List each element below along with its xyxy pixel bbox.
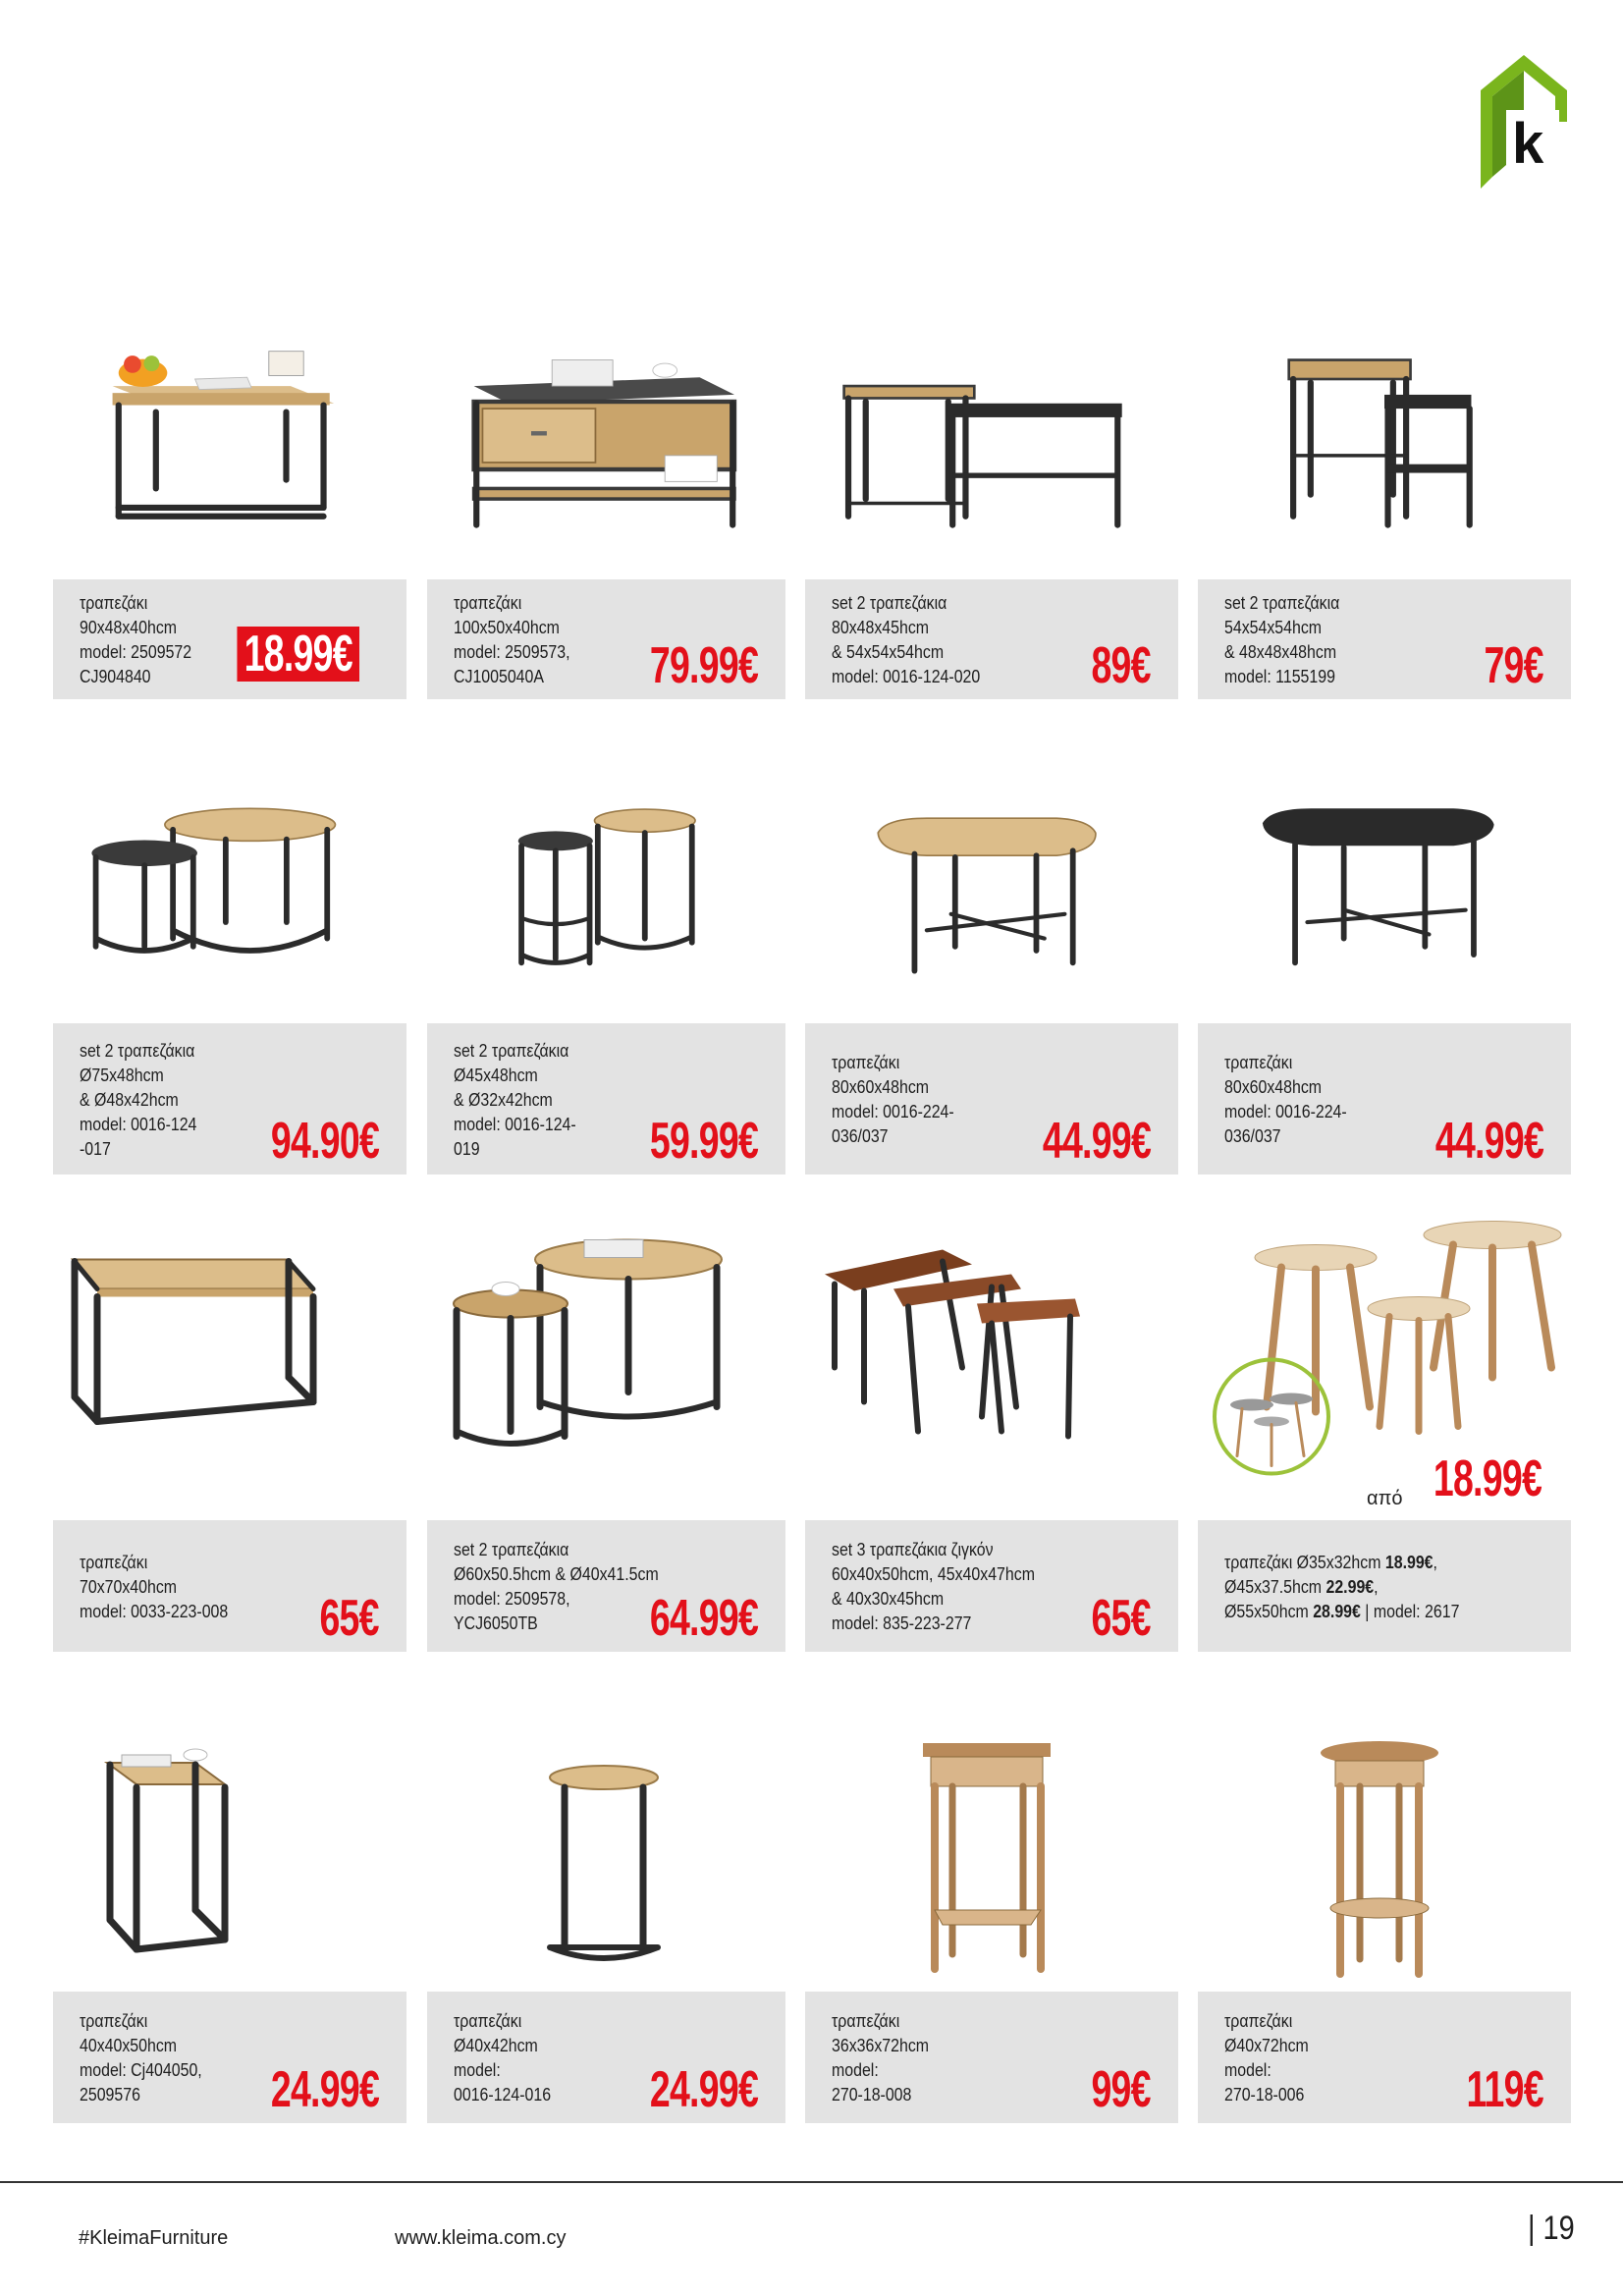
description-line: set 2 τραπεζάκια <box>80 1039 195 1061</box>
description-line: model: 0016-224- <box>832 1101 954 1121</box>
product-image <box>427 1733 785 1989</box>
product-info-box <box>805 579 1178 699</box>
description-line: & Ø48x42hcm <box>80 1088 179 1110</box>
product-image <box>1198 800 1571 1011</box>
description-line: τραπεζάκι <box>80 592 148 613</box>
description-line: 0016-124-016 <box>454 2084 552 2105</box>
product-description <box>454 590 570 688</box>
product-info-box <box>427 1992 785 2123</box>
description-line: model: 2509573, <box>454 641 570 662</box>
price-tag: 18.99€ <box>1433 1450 1542 1507</box>
description-line: model: 0016-124-020 <box>832 666 981 686</box>
description-line: & 54x54x54hcm <box>832 641 945 662</box>
product-description <box>1224 2008 1309 2106</box>
variant-price: 28.99€ <box>1313 1600 1361 1621</box>
product-info-box <box>427 1023 785 1175</box>
price-tag: 24.99€ <box>649 2061 758 2118</box>
product-description <box>832 1050 954 1148</box>
description-line: set 2 τραπεζάκια <box>454 1039 569 1061</box>
price-tag: 65€ <box>319 1590 379 1647</box>
description-line: 54x54x54hcm <box>1224 617 1323 637</box>
description-line: τραπεζάκι <box>454 2010 522 2031</box>
product-info-box <box>1198 1992 1571 2123</box>
product-info-box <box>1198 1520 1571 1652</box>
price-tag: 89€ <box>1091 637 1151 694</box>
description-line: model: 0016-124 <box>80 1113 197 1134</box>
product-image <box>1198 334 1571 560</box>
description-line: model: <box>454 2059 501 2080</box>
product-description <box>80 590 191 688</box>
product-image <box>53 1213 406 1483</box>
description-line: model: 835-223-277 <box>832 1613 972 1633</box>
description-line: model: <box>1224 2059 1271 2080</box>
price-tag: 79.99€ <box>649 637 758 694</box>
product-info-box <box>1198 579 1571 699</box>
product-info-box <box>53 1520 406 1652</box>
product-description <box>832 590 980 688</box>
price-tag: 44.99€ <box>1434 1113 1543 1170</box>
footer-website[interactable]: www.kleima.com.cy <box>395 2227 567 2249</box>
description-text: , <box>1433 1551 1437 1572</box>
product-description <box>1224 1550 1459 1623</box>
product-image <box>805 1213 1178 1483</box>
description-line: 036/037 <box>832 1125 889 1146</box>
description-line: 270-18-006 <box>1224 2084 1305 2105</box>
product-image <box>53 800 406 1011</box>
description-line: 036/037 <box>1224 1125 1281 1146</box>
description-line: set 2 τραπεζάκια <box>832 592 947 613</box>
description-line: -017 <box>80 1137 111 1159</box>
description-line: set 3 τραπεζάκια ζιγκόν <box>832 1539 994 1559</box>
product-info-box <box>53 579 406 699</box>
product-info-box <box>427 1520 785 1652</box>
description-line: τραπεζάκι <box>80 1551 148 1572</box>
description-line: 2509576 <box>80 2084 140 2105</box>
description-line: & Ø32x42hcm <box>454 1088 553 1110</box>
description-line: model: Cj404050, <box>80 2059 202 2080</box>
description-text: τραπεζάκι Ø35x32hcm <box>1224 1551 1385 1572</box>
description-line: 100x50x40hcm <box>454 617 560 637</box>
footer-hashtag: #KleimaFurniture <box>79 2227 229 2249</box>
product-description <box>832 1537 1035 1635</box>
description-line: 40x40x50hcm <box>80 2035 178 2055</box>
description-text: | model: 2617 <box>1360 1600 1460 1621</box>
description-line: Ø60x50.5hcm & Ø40x41.5cm <box>454 1563 659 1584</box>
description-line: CJ904840 <box>80 666 151 686</box>
product-image <box>427 1213 785 1483</box>
description-line: 70x70x40hcm <box>80 1575 178 1597</box>
description-line: model: 2509572 <box>80 641 192 662</box>
description-line: 36x36x72hcm <box>832 2035 930 2055</box>
description-line: model: 1155199 <box>1224 666 1335 686</box>
variant-price: 18.99€ <box>1384 1551 1434 1572</box>
product-info-box <box>53 1023 406 1175</box>
product-description <box>454 1537 659 1635</box>
description-line: 019 <box>454 1137 480 1159</box>
svg-text:k: k <box>1512 112 1544 176</box>
description-line: 270-18-008 <box>832 2084 912 2105</box>
product-description <box>1224 1050 1347 1148</box>
description-line: model: <box>832 2059 879 2080</box>
product-description <box>832 2008 929 2106</box>
product-image <box>805 334 1178 560</box>
product-info-box <box>427 579 785 699</box>
description-line: set 2 τραπεζάκια <box>1224 592 1340 613</box>
description-line: τραπεζάκι <box>80 2010 148 2031</box>
description-line: τραπεζάκι <box>1224 1052 1293 1072</box>
product-description <box>454 1038 576 1161</box>
description-line <box>1224 1550 1459 1574</box>
price-tag: 59.99€ <box>649 1113 758 1170</box>
description-text: Ø55x50hcm <box>1224 1600 1314 1621</box>
price-tag: 18.99€ <box>237 627 359 682</box>
price-tag: 99€ <box>1091 2061 1151 2118</box>
product-image <box>805 1733 1178 1989</box>
description-line: τραπεζάκι <box>1224 2010 1293 2031</box>
description-line: Ø75x48hcm <box>80 1064 164 1085</box>
product-image <box>53 1733 406 1989</box>
product-image <box>427 334 785 560</box>
variant-price: 22.99€ <box>1325 1575 1375 1597</box>
price-tag: 79€ <box>1484 637 1543 694</box>
description-line: τραπεζάκι <box>454 592 522 613</box>
product-description <box>80 2008 202 2106</box>
description-line <box>1224 1599 1459 1623</box>
description-line: 80x60x48hcm <box>832 1076 930 1097</box>
description-line <box>1224 1574 1459 1599</box>
description-line: τραπεζάκι <box>832 1052 900 1072</box>
product-image <box>805 800 1178 1011</box>
description-text: Ø45x37.5hcm <box>1224 1575 1326 1597</box>
footer-divider <box>0 2181 1623 2183</box>
product-image <box>53 334 406 560</box>
description-line: 80x60x48hcm <box>1224 1076 1323 1097</box>
product-image <box>1198 1213 1571 1483</box>
kleima-logo <box>1473 51 1575 189</box>
description-line: Ø45x48hcm <box>454 1064 538 1085</box>
product-info-box <box>805 1023 1178 1175</box>
description-line: model: 0016-224- <box>1224 1101 1347 1121</box>
product-description <box>80 1550 228 1623</box>
product-image <box>1198 1733 1571 1989</box>
price-tag: 64.99€ <box>649 1590 758 1647</box>
product-info-box <box>53 1992 406 2123</box>
description-text: , <box>1374 1575 1379 1597</box>
product-info-box <box>805 1992 1178 2123</box>
price-tag: 24.99€ <box>270 2061 379 2118</box>
product-description <box>80 1038 196 1161</box>
price-tag: 65€ <box>1091 1590 1151 1647</box>
description-line: Ø40x42hcm <box>454 2035 538 2055</box>
product-info-box <box>1198 1023 1571 1175</box>
product-image <box>427 800 785 1011</box>
description-line: τραπεζάκι <box>832 2010 900 2031</box>
description-line: 80x48x45hcm <box>832 617 930 637</box>
price-tag: 119€ <box>1466 2061 1543 2118</box>
description-line: model: 0016-124- <box>454 1113 576 1134</box>
description-line: 60x40x50hcm, 45x40x47hcm <box>832 1563 1035 1584</box>
product-description <box>454 2008 551 2106</box>
price-tag: 44.99€ <box>1042 1113 1151 1170</box>
description-line: 90x48x40hcm <box>80 617 178 637</box>
description-line: YCJ6050TB <box>454 1613 538 1633</box>
description-line: & 40x30x45hcm <box>832 1588 945 1609</box>
product-description <box>1224 590 1339 688</box>
price-from-label: από <box>1367 1488 1403 1509</box>
page-number: | 19 <box>1528 2210 1575 2247</box>
description-line: & 48x48x48hcm <box>1224 641 1337 662</box>
description-line: Ø40x72hcm <box>1224 2035 1309 2055</box>
description-line: model: 0033-223-008 <box>80 1600 229 1621</box>
description-line: model: 2509578, <box>454 1588 570 1609</box>
description-line: CJ1005040A <box>454 666 545 686</box>
product-info-box <box>805 1520 1178 1652</box>
description-line: set 2 τραπεζάκια <box>454 1539 569 1559</box>
price-tag: 94.90€ <box>270 1113 379 1170</box>
